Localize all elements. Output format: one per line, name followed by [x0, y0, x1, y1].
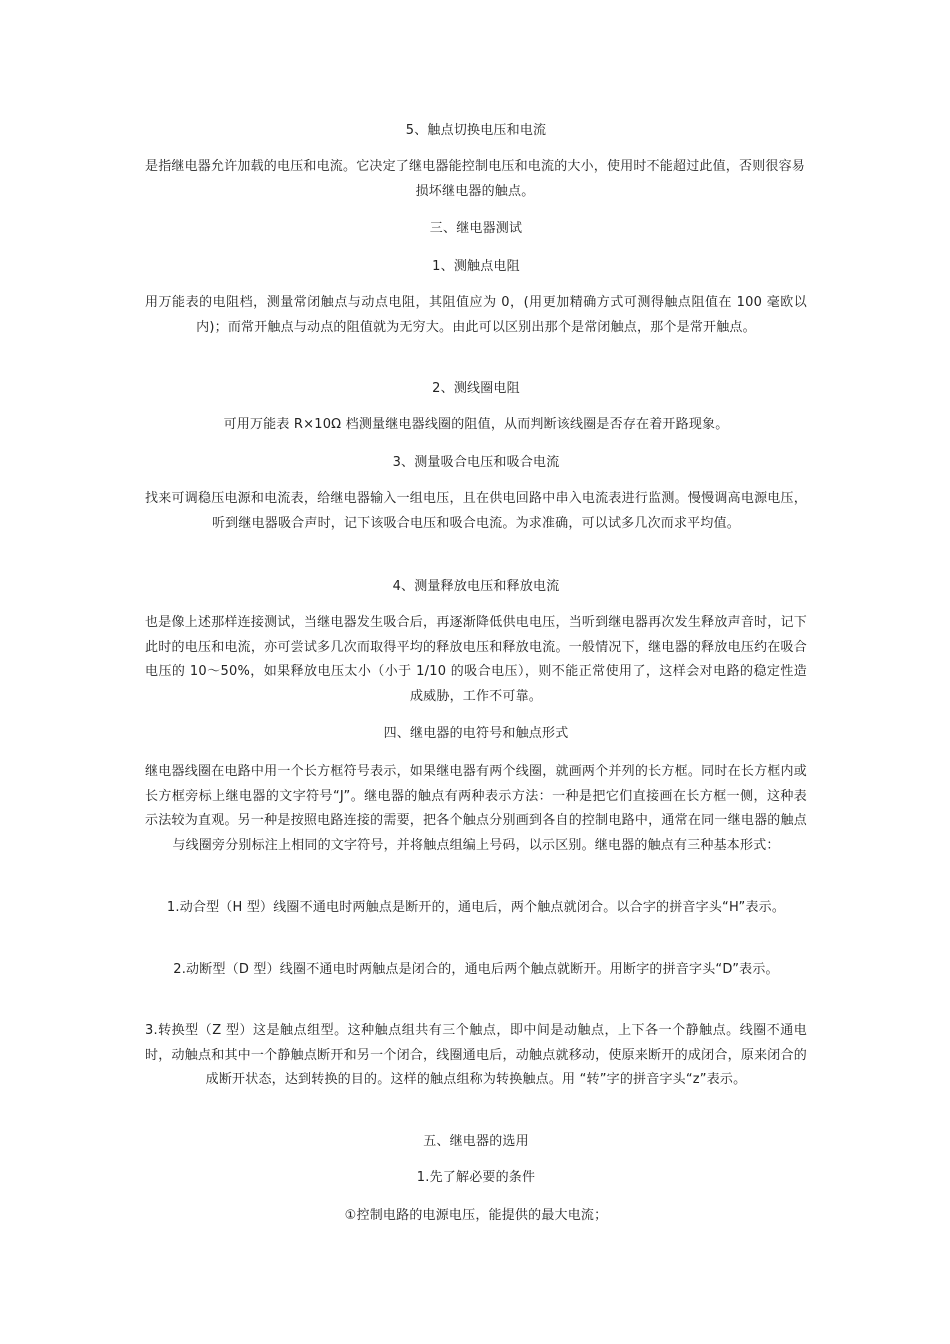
heading-selection-conditions: 1.先了解必要的条件: [416, 1170, 536, 1185]
heading-test-contact-resistance: 1、测触点电阻: [432, 259, 520, 274]
paragraph-test-contact-resistance: 用万能表的电阻档，测量常闭触点与动点电阻，其阻值应为 0，(用更加精确方式可测得触点阻值在 100 毫欧以内)；而常开触点与动点的阻值就为无穷大。由此可以区别出那个是常闭触点，那个是常开触点。: [145, 295, 807, 335]
paragraph-form-changeover-contact: 3.转换型（Z 型）这是触点组型。这种触点组共有三个触点，即中间是动触点，上下各一个静触点。线圈不通电时，动触点和其中一个静触点断开和另一个闭合，线圈通电后，动触点就移动，使原来断开的成闭合，原来闭合的成断开状态，达到转换的目的。这样的触点组称为转换触点。用 “转”字的拼音字头“z”表示。: [145, 1023, 807, 1087]
heading-contact-switching-voltage: 5、触点切换电压和电流: [405, 123, 547, 138]
list-item-control-circuit-voltage: ①控制电路的电源电压，能提供的最大电流；: [344, 1208, 608, 1223]
heading-test-coil-resistance: 2、测线圈电阻: [432, 381, 520, 396]
heading-section-relay-testing: 三、继电器测试: [429, 221, 523, 236]
paragraph-symbols-contact-forms: 继电器线圈在电路中用一个长方框符号表示，如果继电器有两个线圈，就画两个并列的长方框。同时在长方框内或长方框旁标上继电器的文字符号“J”。继电器的触点有两种表示方法：一种是把它们直接画在长方框一侧，这种表示法较为直观。另一种是按照电路连接的需要，把各个触点分别画到各自的控制电路中，通常在同一继电器的触点与线圈旁分别标注上相同的文字符号，并将触点组编上号码，以示区别。继电器的触点有三种基本形式：: [145, 764, 807, 853]
heading-test-pull-in-voltage: 3、测量吸合电压和吸合电流: [392, 455, 560, 470]
paragraph-test-pull-in-voltage: 找来可调稳压电源和电流表，给继电器输入一组电压，且在供电回路中串入电流表进行监测。慢慢调高电源电压，听到继电器吸合声时，记下该吸合电压和吸合电流。为求准确，可以试多几次而求平均值。: [145, 491, 807, 531]
paragraph-test-release-voltage: 也是像上述那样连接测试，当继电器发生吸合后，再逐渐降低供电电压，当听到继电器再次发生释放声音时，记下此时的电压和电流，亦可尝试多几次而取得平均的释放电压和释放电流。一般情况下，继电器的释放电压约在吸合电压的 10～50%，如果释放电压太小（小于 1/10 的吸合电压），则不能正常使用了，这样会对电路的稳定性造成威胁，工作不可靠。: [145, 615, 807, 704]
paragraph-test-coil-resistance: 可用万能表 R×10Ω 档测量继电器线圈的阻值，从而判断该线圈是否存在着开路现象。: [223, 417, 729, 432]
heading-section-symbols-contact-forms: 四、继电器的电符号和触点形式: [383, 726, 569, 741]
paragraph-form-make-contact: 1.动合型（H 型）线圈不通电时两触点是断开的，通电后，两个触点就闭合。以合字的拼音字头“H”表示。: [166, 900, 786, 915]
heading-test-release-voltage: 4、测量释放电压和释放电流: [392, 579, 560, 594]
paragraph-form-break-contact: 2.动断型（D 型）线圈不通电时两触点是闭合的，通电后两个触点就断开。用断字的拼音字头“D”表示。: [173, 962, 779, 977]
heading-section-relay-selection: 五、继电器的选用: [423, 1134, 529, 1149]
paragraph-contact-switching-voltage: 是指继电器允许加载的电压和电流。它决定了继电器能控制电压和电流的大小，使用时不能超过此值，否则很容易损坏继电器的触点。: [145, 159, 806, 199]
